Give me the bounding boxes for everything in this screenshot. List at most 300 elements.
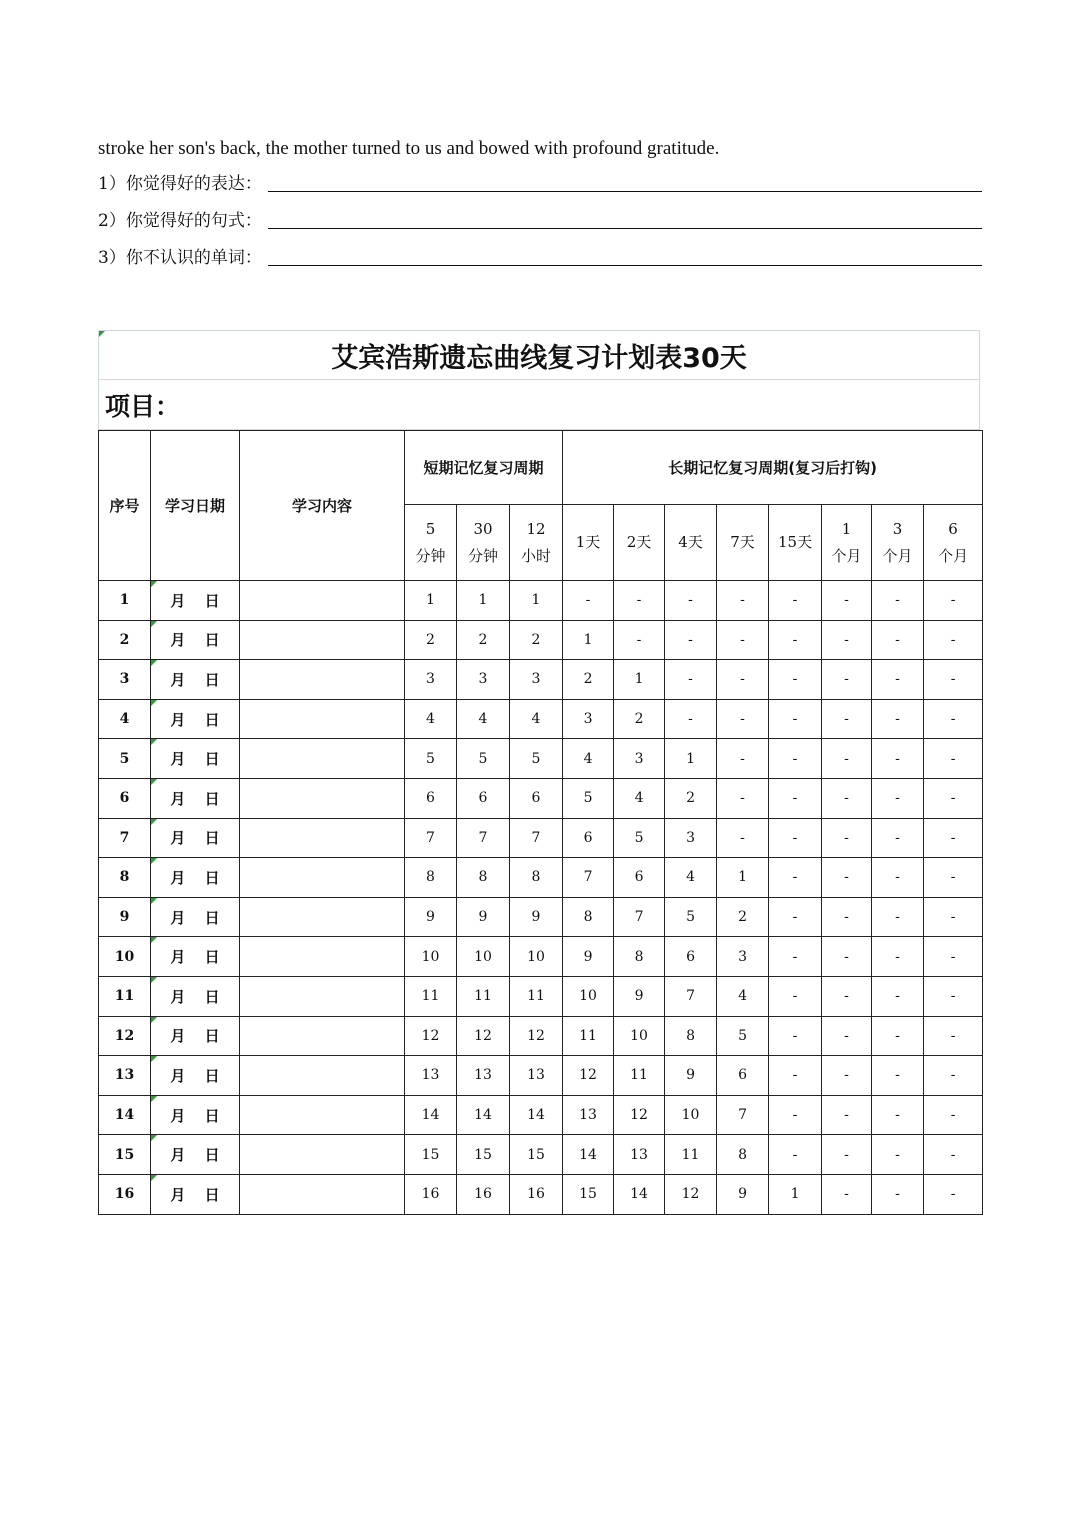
- long-review-cell[interactable]: 10: [665, 1095, 717, 1135]
- short-review-cell[interactable]: 10: [405, 937, 457, 977]
- seq-cell: 7: [99, 818, 151, 858]
- short-review-cell[interactable]: 8: [405, 858, 457, 898]
- long-review-cell[interactable]: 5: [665, 897, 717, 937]
- long-review-cell[interactable]: 4: [614, 778, 665, 818]
- short-review-cell[interactable]: 4: [510, 699, 563, 739]
- header-interval-4: [614, 505, 665, 581]
- interval-value: 1: [841, 519, 852, 538]
- corner-mark-icon: [151, 700, 157, 706]
- question-label: 2）你觉得好的句式：: [98, 211, 262, 231]
- content-cell[interactable]: [240, 976, 405, 1016]
- short-review-cell[interactable]: 3: [510, 660, 563, 700]
- long-review-cell[interactable]: -: [872, 1135, 924, 1175]
- long-review-cell[interactable]: -: [769, 660, 822, 700]
- date-cell[interactable]: [151, 858, 240, 898]
- short-review-cell[interactable]: 9: [510, 897, 563, 937]
- interval-unit: 小时: [521, 546, 552, 565]
- long-review-cell[interactable]: 2: [614, 699, 665, 739]
- date-cell[interactable]: [151, 620, 240, 660]
- long-review-cell[interactable]: 12: [665, 1174, 717, 1214]
- long-review-cell[interactable]: 8: [614, 937, 665, 977]
- short-review-cell[interactable]: 13: [457, 1056, 510, 1096]
- header-interval-8: [822, 505, 872, 581]
- long-review-cell[interactable]: 1: [665, 739, 717, 779]
- long-review-cell[interactable]: -: [822, 1174, 872, 1214]
- long-review-cell[interactable]: -: [769, 620, 822, 660]
- long-review-cell[interactable]: -: [872, 1056, 924, 1096]
- corner-mark-icon: [151, 858, 157, 864]
- short-review-cell[interactable]: 14: [510, 1095, 563, 1135]
- long-review-cell[interactable]: 5: [614, 818, 665, 858]
- long-review-cell[interactable]: -: [924, 620, 983, 660]
- short-review-cell[interactable]: 8: [457, 858, 510, 898]
- short-review-cell[interactable]: 2: [510, 620, 563, 660]
- table-row: [99, 1056, 983, 1096]
- seq-cell: 8: [99, 858, 151, 898]
- long-review-cell[interactable]: 10: [614, 1016, 665, 1056]
- long-review-cell[interactable]: 7: [717, 1095, 769, 1135]
- long-review-cell[interactable]: -: [924, 1135, 983, 1175]
- content-cell[interactable]: [240, 1056, 405, 1096]
- long-review-cell[interactable]: 7: [614, 897, 665, 937]
- short-review-cell[interactable]: 3: [457, 660, 510, 700]
- long-review-cell[interactable]: -: [614, 581, 665, 621]
- table-row: [99, 699, 983, 739]
- long-review-cell[interactable]: -: [769, 778, 822, 818]
- long-review-cell[interactable]: -: [924, 660, 983, 700]
- short-review-cell[interactable]: 6: [405, 778, 457, 818]
- short-review-cell[interactable]: 5: [457, 739, 510, 779]
- answer-blank[interactable]: [268, 264, 982, 266]
- long-review-cell[interactable]: -: [769, 1135, 822, 1175]
- long-review-cell[interactable]: 1: [563, 620, 614, 660]
- interval-value: 6: [948, 519, 958, 538]
- long-review-cell[interactable]: 3: [563, 699, 614, 739]
- long-review-cell[interactable]: 4: [665, 858, 717, 898]
- content-cell[interactable]: [240, 1174, 405, 1214]
- long-review-cell[interactable]: 2: [563, 660, 614, 700]
- long-review-cell[interactable]: 5: [563, 778, 614, 818]
- long-review-cell[interactable]: -: [769, 1016, 822, 1056]
- interval-unit: 个月: [882, 546, 913, 565]
- content-cell[interactable]: [240, 778, 405, 818]
- short-review-cell[interactable]: 12: [510, 1016, 563, 1056]
- interval-unit: 分钟: [415, 546, 446, 565]
- long-review-cell[interactable]: 14: [563, 1135, 614, 1175]
- short-review-cell[interactable]: 1: [405, 581, 457, 621]
- table-row: [99, 739, 983, 779]
- short-review-cell[interactable]: 11: [510, 976, 563, 1016]
- short-review-cell[interactable]: 4: [405, 699, 457, 739]
- seq-cell: 11: [99, 976, 151, 1016]
- seq-cell: 12: [99, 1016, 151, 1056]
- long-review-cell[interactable]: -: [563, 581, 614, 621]
- long-review-cell[interactable]: -: [769, 739, 822, 779]
- short-review-cell[interactable]: 15: [457, 1135, 510, 1175]
- question-unknown-words: [98, 242, 982, 272]
- date-cell[interactable]: [151, 1056, 240, 1096]
- seq-cell: 9: [99, 897, 151, 937]
- question-expression: [98, 168, 982, 198]
- date-cell[interactable]: [151, 976, 240, 1016]
- long-review-cell[interactable]: -: [822, 660, 872, 700]
- long-review-cell[interactable]: 3: [614, 739, 665, 779]
- long-review-cell[interactable]: -: [924, 699, 983, 739]
- short-review-cell[interactable]: 13: [405, 1056, 457, 1096]
- short-review-cell[interactable]: 1: [510, 581, 563, 621]
- content-cell[interactable]: [240, 1016, 405, 1056]
- short-review-cell[interactable]: 5: [405, 739, 457, 779]
- corner-mark-icon: [151, 660, 157, 666]
- interval-value: 30: [473, 519, 493, 538]
- long-review-cell[interactable]: -: [665, 581, 717, 621]
- long-review-cell[interactable]: 3: [717, 937, 769, 977]
- long-review-cell[interactable]: 13: [614, 1135, 665, 1175]
- long-review-cell[interactable]: -: [924, 1095, 983, 1135]
- long-review-cell[interactable]: 9: [614, 976, 665, 1016]
- long-review-cell[interactable]: 6: [614, 858, 665, 898]
- long-review-cell[interactable]: -: [822, 739, 872, 779]
- header-interval-1: [457, 505, 510, 581]
- long-review-cell[interactable]: -: [717, 818, 769, 858]
- short-review-cell[interactable]: 10: [457, 937, 510, 977]
- table-row: [99, 1174, 983, 1214]
- short-review-cell[interactable]: 7: [457, 818, 510, 858]
- short-review-cell[interactable]: 12: [405, 1016, 457, 1056]
- table-row: [99, 778, 983, 818]
- long-review-cell[interactable]: -: [924, 937, 983, 977]
- short-review-cell[interactable]: 13: [510, 1056, 563, 1096]
- seq-cell: 14: [99, 1095, 151, 1135]
- header-content: 学习内容: [240, 431, 405, 581]
- long-review-cell[interactable]: -: [822, 1016, 872, 1056]
- corner-mark-icon: [151, 1135, 157, 1141]
- review-plan-table: [98, 430, 983, 1215]
- long-review-cell[interactable]: -: [822, 818, 872, 858]
- table-row: [99, 858, 983, 898]
- date-cell[interactable]: [151, 937, 240, 977]
- short-review-cell[interactable]: 15: [510, 1135, 563, 1175]
- long-review-cell[interactable]: -: [717, 620, 769, 660]
- long-review-cell[interactable]: -: [717, 739, 769, 779]
- content-cell[interactable]: [240, 858, 405, 898]
- date-cell[interactable]: [151, 1095, 240, 1135]
- date-cell[interactable]: [151, 1135, 240, 1175]
- header-short-term: 短期记忆复习周期: [405, 431, 563, 505]
- seq-cell: 1: [99, 581, 151, 621]
- long-review-cell[interactable]: -: [872, 858, 924, 898]
- long-review-cell[interactable]: -: [769, 699, 822, 739]
- long-review-cell[interactable]: -: [872, 739, 924, 779]
- short-review-cell[interactable]: 9: [405, 897, 457, 937]
- date-cell[interactable]: [151, 1174, 240, 1214]
- interval-unit: 个月: [831, 546, 862, 565]
- short-review-cell[interactable]: 16: [457, 1174, 510, 1214]
- long-review-cell[interactable]: -: [769, 937, 822, 977]
- long-review-cell[interactable]: -: [924, 581, 983, 621]
- short-review-cell[interactable]: 7: [510, 818, 563, 858]
- long-review-cell[interactable]: -: [769, 1056, 822, 1096]
- long-review-cell[interactable]: -: [769, 976, 822, 1016]
- long-review-cell[interactable]: 10: [563, 976, 614, 1016]
- long-review-cell[interactable]: 4: [563, 739, 614, 779]
- long-review-cell[interactable]: -: [872, 778, 924, 818]
- long-review-cell[interactable]: 15: [563, 1174, 614, 1214]
- date-cell[interactable]: [151, 778, 240, 818]
- content-cell[interactable]: [240, 739, 405, 779]
- corner-mark-icon: [99, 331, 105, 337]
- long-review-cell[interactable]: -: [924, 1174, 983, 1214]
- header-interval-2: [510, 505, 563, 581]
- date-cell[interactable]: [151, 897, 240, 937]
- interval-value: 12: [526, 519, 546, 538]
- long-review-cell[interactable]: -: [872, 1095, 924, 1135]
- date-text: 月 日: [170, 1146, 220, 1165]
- long-review-cell[interactable]: 7: [563, 858, 614, 898]
- long-review-cell[interactable]: 14: [614, 1174, 665, 1214]
- long-review-cell[interactable]: -: [769, 858, 822, 898]
- short-review-cell[interactable]: 11: [457, 976, 510, 1016]
- long-review-cell[interactable]: -: [614, 620, 665, 660]
- plan-title-text: 艾宾浩斯遗忘曲线复习计划表30天: [331, 342, 747, 374]
- long-review-cell[interactable]: -: [872, 1016, 924, 1056]
- content-cell[interactable]: [240, 660, 405, 700]
- corner-mark-icon: [151, 898, 157, 904]
- date-text: 月 日: [170, 591, 220, 610]
- table-row: [99, 818, 983, 858]
- plan-title: [98, 330, 980, 380]
- long-review-cell[interactable]: -: [769, 897, 822, 937]
- table-row: [99, 1135, 983, 1175]
- short-review-cell[interactable]: 4: [457, 699, 510, 739]
- date-text: 月 日: [170, 1066, 220, 1085]
- content-cell[interactable]: [240, 620, 405, 660]
- seq-cell: 15: [99, 1135, 151, 1175]
- short-review-cell[interactable]: 6: [510, 778, 563, 818]
- header-seq: 序号: [99, 431, 151, 581]
- long-review-cell[interactable]: -: [822, 1056, 872, 1096]
- corner-mark-icon: [151, 779, 157, 785]
- long-review-cell[interactable]: 6: [665, 937, 717, 977]
- interval-value: 5: [425, 519, 436, 538]
- date-text: 月 日: [170, 710, 220, 729]
- header-long-term: 长期记忆复习周期(复习后打钩): [563, 431, 983, 505]
- short-review-cell[interactable]: 2: [457, 620, 510, 660]
- long-review-cell[interactable]: -: [717, 778, 769, 818]
- interval-value: 2天: [626, 533, 652, 551]
- long-review-cell[interactable]: -: [924, 897, 983, 937]
- long-review-cell[interactable]: 9: [563, 937, 614, 977]
- long-review-cell[interactable]: -: [872, 699, 924, 739]
- long-review-cell[interactable]: 8: [665, 1016, 717, 1056]
- long-review-cell[interactable]: 2: [717, 897, 769, 937]
- seq-cell: 4: [99, 699, 151, 739]
- short-review-cell[interactable]: 2: [405, 620, 457, 660]
- long-review-cell[interactable]: -: [822, 581, 872, 621]
- long-review-cell[interactable]: -: [717, 660, 769, 700]
- date-cell[interactable]: [151, 699, 240, 739]
- corner-mark-icon: [151, 819, 157, 825]
- long-review-cell[interactable]: 1: [769, 1174, 822, 1214]
- content-cell[interactable]: [240, 699, 405, 739]
- long-review-cell[interactable]: 11: [563, 1016, 614, 1056]
- short-review-cell[interactable]: 1: [457, 581, 510, 621]
- interval-unit: 个月: [938, 546, 969, 565]
- corner-mark-icon: [151, 581, 157, 587]
- interval-value: 3: [892, 519, 903, 538]
- date-text: 月 日: [170, 948, 220, 967]
- table-row: [99, 976, 983, 1016]
- interval-value: 1天: [575, 533, 601, 551]
- long-review-cell[interactable]: -: [717, 699, 769, 739]
- date-text: 月 日: [170, 1185, 220, 1204]
- content-cell[interactable]: [240, 897, 405, 937]
- interval-value: 4天: [678, 533, 703, 551]
- long-review-cell[interactable]: -: [769, 818, 822, 858]
- short-review-cell[interactable]: 15: [405, 1135, 457, 1175]
- short-review-cell[interactable]: 12: [457, 1016, 510, 1056]
- long-review-cell[interactable]: -: [665, 699, 717, 739]
- short-review-cell[interactable]: 10: [510, 937, 563, 977]
- corner-mark-icon: [151, 621, 157, 627]
- long-review-cell[interactable]: -: [924, 858, 983, 898]
- short-review-cell[interactable]: 9: [457, 897, 510, 937]
- long-review-cell[interactable]: -: [769, 1095, 822, 1135]
- long-review-cell[interactable]: -: [872, 660, 924, 700]
- table-body: [99, 581, 983, 1215]
- long-review-cell[interactable]: -: [822, 620, 872, 660]
- corner-mark-icon: [151, 937, 157, 943]
- header-interval-5: [665, 505, 717, 581]
- long-review-cell[interactable]: 13: [563, 1095, 614, 1135]
- long-review-cell[interactable]: -: [872, 581, 924, 621]
- short-review-cell[interactable]: 16: [510, 1174, 563, 1214]
- long-review-cell[interactable]: -: [822, 858, 872, 898]
- long-review-cell[interactable]: -: [822, 897, 872, 937]
- short-review-cell[interactable]: 8: [510, 858, 563, 898]
- table-row: [99, 620, 983, 660]
- date-text: 月 日: [170, 789, 220, 808]
- long-review-cell[interactable]: -: [822, 937, 872, 977]
- content-cell[interactable]: [240, 937, 405, 977]
- header-interval-0: [405, 505, 457, 581]
- long-review-cell[interactable]: 12: [563, 1056, 614, 1096]
- long-review-cell[interactable]: 4: [717, 976, 769, 1016]
- intro-text: stroke her son's back, the mother turned to us and bowed with profound gratitude.: [98, 138, 720, 159]
- seq-cell: 5: [99, 739, 151, 779]
- long-review-cell[interactable]: -: [872, 620, 924, 660]
- long-review-cell[interactable]: -: [924, 818, 983, 858]
- answer-blank[interactable]: [268, 190, 982, 192]
- short-review-cell[interactable]: 7: [405, 818, 457, 858]
- long-review-cell[interactable]: 6: [563, 818, 614, 858]
- date-text: 月 日: [170, 1027, 220, 1046]
- corner-mark-icon: [151, 1096, 157, 1102]
- short-review-cell[interactable]: 5: [510, 739, 563, 779]
- long-review-cell[interactable]: 7: [665, 976, 717, 1016]
- seq-cell: 16: [99, 1174, 151, 1214]
- date-cell[interactable]: [151, 581, 240, 621]
- date-cell[interactable]: [151, 739, 240, 779]
- long-review-cell[interactable]: -: [872, 897, 924, 937]
- date-text: 月 日: [170, 750, 220, 769]
- date-cell[interactable]: [151, 818, 240, 858]
- long-review-cell[interactable]: 8: [717, 1135, 769, 1175]
- interval-value: 7天: [730, 533, 755, 551]
- date-cell[interactable]: [151, 660, 240, 700]
- long-review-cell[interactable]: -: [665, 620, 717, 660]
- content-cell[interactable]: [240, 581, 405, 621]
- long-review-cell[interactable]: 11: [665, 1135, 717, 1175]
- content-cell[interactable]: [240, 1135, 405, 1175]
- long-review-cell[interactable]: -: [872, 1174, 924, 1214]
- short-review-cell[interactable]: 6: [457, 778, 510, 818]
- long-review-cell[interactable]: -: [924, 778, 983, 818]
- question-label: 3）你不认识的单词：: [98, 248, 262, 268]
- date-text: 月 日: [170, 868, 220, 887]
- long-review-cell[interactable]: -: [822, 1095, 872, 1135]
- long-review-cell[interactable]: 6: [717, 1056, 769, 1096]
- long-review-cell[interactable]: -: [822, 1135, 872, 1175]
- long-review-cell[interactable]: -: [924, 976, 983, 1016]
- long-review-cell[interactable]: -: [872, 937, 924, 977]
- long-review-cell[interactable]: -: [822, 778, 872, 818]
- long-review-cell[interactable]: 12: [614, 1095, 665, 1135]
- header-interval-10: [924, 505, 983, 581]
- project-row: [98, 380, 980, 430]
- interval-unit: 分钟: [467, 546, 498, 565]
- date-cell[interactable]: [151, 1016, 240, 1056]
- long-review-cell[interactable]: -: [717, 581, 769, 621]
- long-review-cell[interactable]: 3: [665, 818, 717, 858]
- long-review-cell[interactable]: 9: [717, 1174, 769, 1214]
- content-cell[interactable]: [240, 1095, 405, 1135]
- long-review-cell[interactable]: 1: [717, 858, 769, 898]
- question-sentence-pattern: [98, 205, 982, 235]
- long-review-cell[interactable]: 8: [563, 897, 614, 937]
- seq-cell: 10: [99, 937, 151, 977]
- long-review-cell[interactable]: -: [924, 1016, 983, 1056]
- short-review-cell[interactable]: 16: [405, 1174, 457, 1214]
- short-review-cell[interactable]: 14: [405, 1095, 457, 1135]
- long-review-cell[interactable]: -: [665, 660, 717, 700]
- long-review-cell[interactable]: -: [822, 699, 872, 739]
- long-review-cell[interactable]: 2: [665, 778, 717, 818]
- corner-mark-icon: [151, 1056, 157, 1062]
- corner-mark-icon: [151, 1017, 157, 1023]
- answer-blank[interactable]: [268, 227, 982, 229]
- long-review-cell[interactable]: -: [872, 818, 924, 858]
- table-row: [99, 581, 983, 621]
- date-text: 月 日: [170, 908, 220, 927]
- long-review-cell[interactable]: 1: [614, 660, 665, 700]
- short-review-cell[interactable]: 14: [457, 1095, 510, 1135]
- long-review-cell[interactable]: 9: [665, 1056, 717, 1096]
- long-review-cell[interactable]: -: [924, 1056, 983, 1096]
- long-review-cell[interactable]: 5: [717, 1016, 769, 1056]
- seq-cell: 2: [99, 620, 151, 660]
- long-review-cell[interactable]: -: [924, 739, 983, 779]
- short-review-cell[interactable]: 11: [405, 976, 457, 1016]
- long-review-cell[interactable]: -: [872, 976, 924, 1016]
- long-review-cell[interactable]: -: [769, 581, 822, 621]
- short-review-cell[interactable]: 3: [405, 660, 457, 700]
- corner-mark-icon: [151, 1175, 157, 1181]
- table-row: [99, 1095, 983, 1135]
- content-cell[interactable]: [240, 818, 405, 858]
- long-review-cell[interactable]: -: [822, 976, 872, 1016]
- long-review-cell[interactable]: 11: [614, 1056, 665, 1096]
